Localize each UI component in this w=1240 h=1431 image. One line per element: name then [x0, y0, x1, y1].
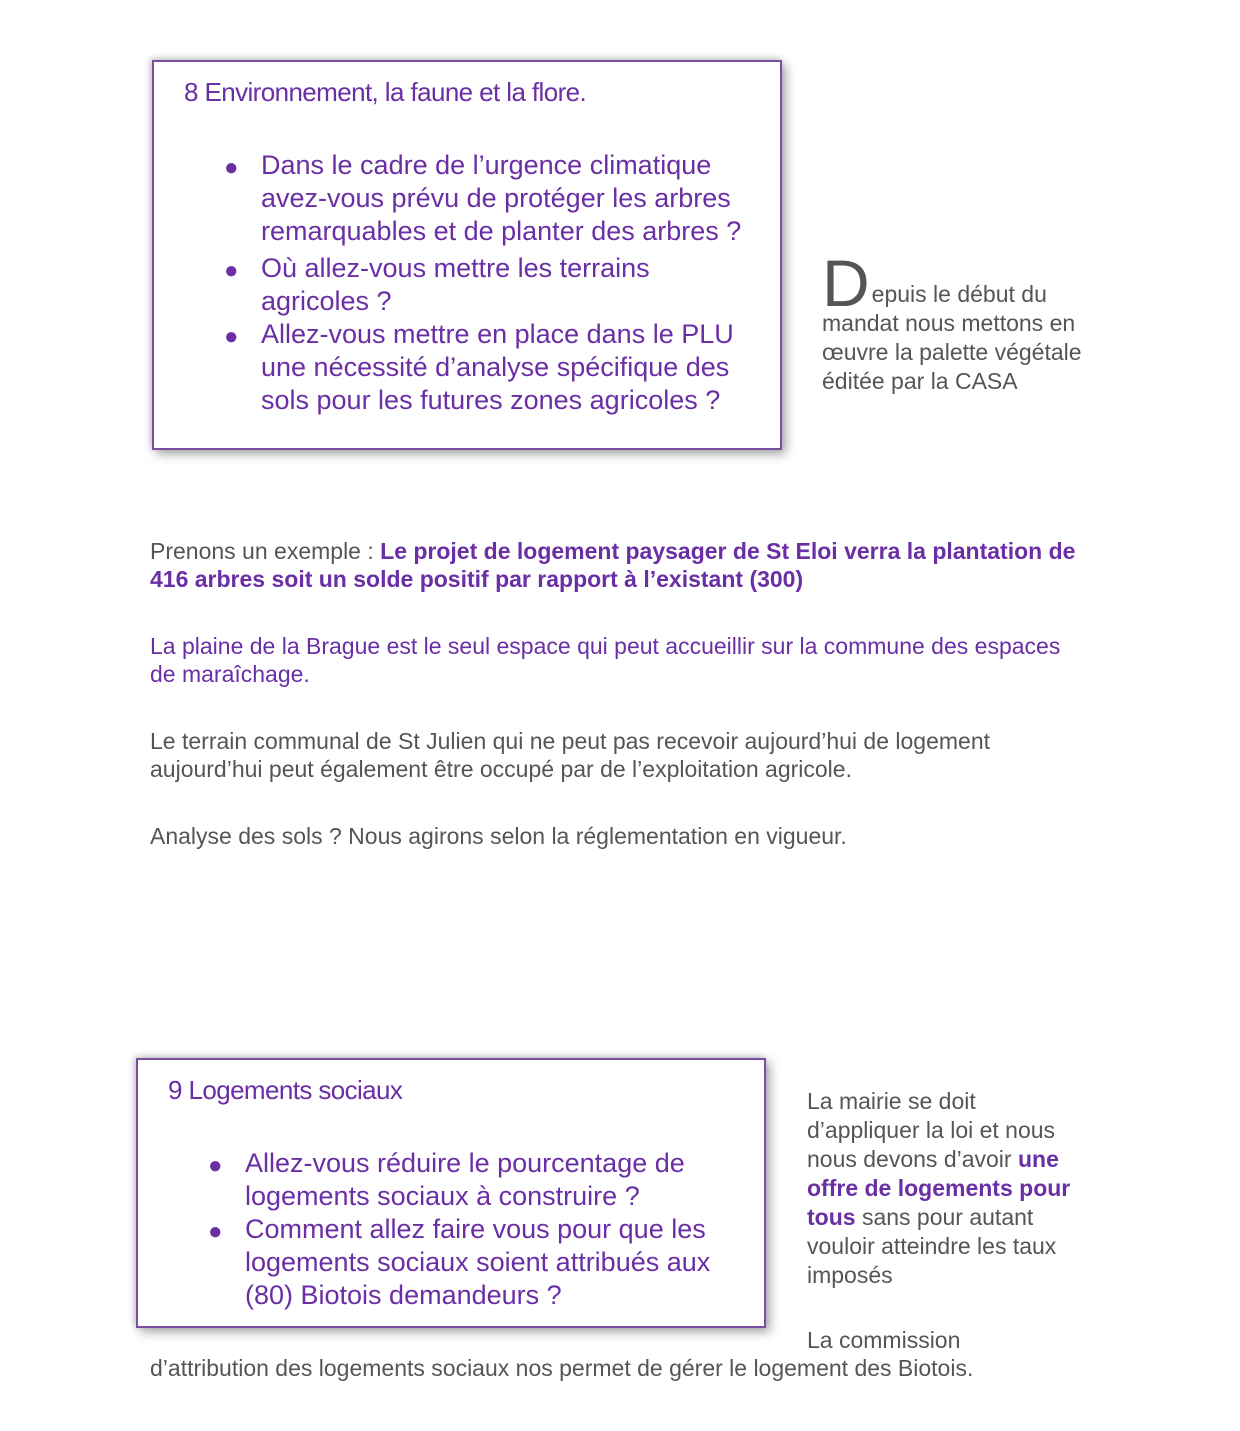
drop-cap: D: [822, 246, 870, 320]
question-item: ● Où allez-vous mettre les terrains agricoles ?: [224, 253, 650, 316]
bullet-icon: ●: [224, 257, 239, 284]
paragraph-soil-analysis: Analyse des sols ? Nous agirons selon la réglementation en vigueur.: [150, 823, 847, 849]
question-item: ● Allez-vous mettre en place dans le PLU une nécessité d’analyse spécifique des sols pour les futures zones agricoles ?: [224, 319, 734, 415]
bullet-icon: ●: [224, 323, 239, 350]
section-9-answer: La mairie se doit d’appliquer la loi et nous nous devons d’avoir une offre de logements pour tous sans pour autant vouloir atteindre les taux imposés: [807, 1088, 1071, 1288]
section-9-questions: [208, 1147, 748, 1312]
bullet-icon: ●: [224, 154, 239, 181]
commission-line-2: d’attribution des logements sociaux nos permet de gérer le logement des Biotois.: [150, 1355, 974, 1381]
section-9-box: [136, 1058, 766, 1328]
paragraph-brague: La plaine de la Brague est le seul espace qui peut accueillir sur la commune des espaces de maraîchage.: [150, 633, 1061, 687]
section-9-title: 9 Logements sociaux: [168, 1075, 403, 1105]
section-8-title: 8 Environnement, la faune et la flore.: [184, 77, 587, 107]
question-item: ● Allez-vous réduire le pourcentage de logements sociaux à construire ?: [208, 1148, 685, 1211]
question-item: ● Comment allez faire vous pour que les logements sociaux soient attribués aux (80) Biotois demandeurs ?: [208, 1214, 711, 1310]
section-8-answer: D epuis le début du mandat nous mettons en œuvre la palette végétale éditée par la CASA: [822, 246, 1082, 394]
bullet-icon: ●: [208, 1218, 223, 1245]
paragraph-example: Prenons un exemple : Le projet de logement paysager de St Eloi verra la plantation de 416 arbres soit un solde positif par rapport à l’existant (300): [150, 538, 1076, 592]
paragraph-st-julien: Le terrain communal de St Julien qui ne peut pas recevoir aujourd’hui de logement aujourd’hui peut également être occupé par de l’exploitation agricole.: [150, 728, 991, 782]
section-8-questions: [224, 149, 764, 417]
commission-line-1: La commission: [807, 1327, 961, 1353]
question-item: ● Dans le cadre de l’urgence climatique avez-vous prévu de protéger les arbres remarquables et de planter des arbres ?: [224, 150, 742, 246]
bullet-icon: ●: [208, 1152, 223, 1179]
section-8-box: [152, 60, 782, 450]
